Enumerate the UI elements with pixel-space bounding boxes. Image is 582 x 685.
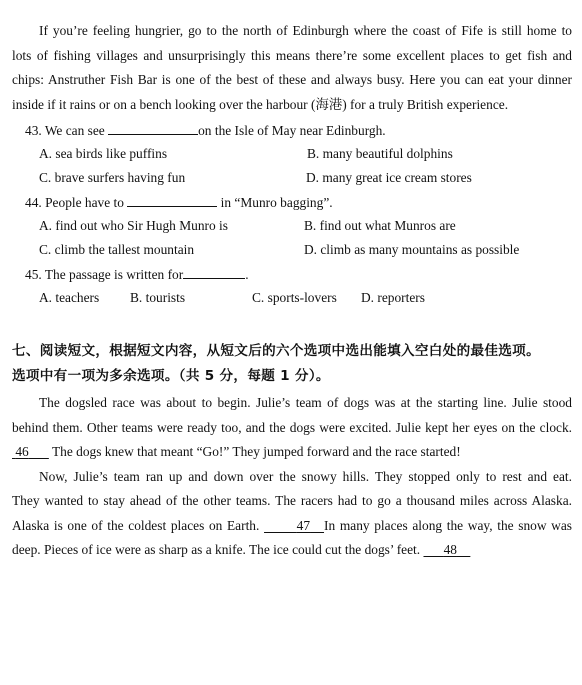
passage1-line4: inside if it rains or on a bench looking over the harbour (海港) for a truly British experience. [12, 96, 509, 112]
option-b[interactable]: B. find out what Munros are [304, 218, 456, 233]
option-d[interactable]: D. climb as many mountains as possible [304, 242, 520, 257]
option-a[interactable]: A. teachers [39, 290, 100, 305]
passage2-p2-line3-start: Alaska is one of the coldest places on Earth. [12, 517, 260, 533]
section7-heading-line1: 七、阅读短文，根据短文内容，从短文后的六个选项中选出能填入空白处的最佳选项。 [12, 343, 540, 359]
answer-blank[interactable] [127, 192, 217, 207]
passage1-line1: If you’re feeling hungrier, go to the north of Edinburgh where the coast of Fife is still home to [39, 23, 572, 38]
passage2-p2-line3 [12, 514, 572, 539]
question-stem-before: We can see [44, 123, 105, 138]
answer-blank[interactable] [183, 264, 245, 279]
question-stem-after: . [245, 267, 249, 282]
blank-47[interactable]: 47 [296, 517, 311, 533]
passage2-p1-line2: behind them. Other teams were ready too, and the dogs were excited. Julie kept her eyes on the clock. [12, 419, 572, 435]
passage2-p2-line2: They wanted to stay ahead of the other teams. The racers had to go a thousand miles across Alaska. [12, 493, 572, 508]
question-stem-before: The passage is written for [44, 267, 184, 282]
question-stem-before: People have to [45, 195, 124, 210]
option-a[interactable]: A. find out who Sir Hugh Munro is [39, 218, 228, 233]
option-c[interactable]: C. brave surfers having fun [39, 170, 186, 185]
passage1-line2: lots of fishing villages and unsurprisingly this means there’re some excellent places to get fish and [12, 47, 572, 63]
passage2-p2-line3-end: In many places along the way, the snow was [324, 517, 572, 533]
question-44 [25, 192, 333, 213]
passage2-p1-line3-text: The dogs knew that meant “Go!” They jumped forward and the race started! [51, 444, 461, 459]
question-stem-after: on the Isle of May near Edinburgh. [198, 123, 386, 138]
option-d[interactable]: D. reporters [361, 290, 425, 305]
answer-blank[interactable] [108, 120, 198, 135]
question-number: 43. [25, 123, 42, 138]
option-c[interactable]: C. sports-lovers [252, 290, 337, 305]
question-number: 45. [25, 267, 42, 282]
section7-heading-line2: 选项中有一项为多余选项。（共 5 分，每题 1 分）。 [12, 368, 330, 384]
passage2-p2-line1: Now, Julie’s team ran up and down over the snowy hills. They stopped only to rest and eat. [39, 468, 572, 484]
passage1-line3: chips: Anstruther Fish Bar is one of the best of these and always busy. Here you can eat your dinner [12, 72, 572, 87]
passage2-p1-line1: The dogsled race was about to begin. Julie’s team of dogs was at the starting line. Julie stood [39, 395, 572, 410]
blank-48[interactable]: 48 [443, 542, 457, 557]
option-d[interactable]: D. many great ice cream stores [306, 170, 472, 185]
option-a[interactable]: A. sea birds like puffins [39, 146, 168, 161]
question-43 [25, 120, 386, 141]
question-45 [25, 264, 249, 285]
question-number: 44. [25, 195, 42, 210]
blank-46[interactable]: 46 [15, 444, 29, 459]
option-c[interactable]: C. climb the tallest mountain [39, 242, 195, 257]
option-b[interactable]: B. many beautiful dolphins [307, 146, 453, 161]
passage2-p2-line4 [12, 538, 572, 563]
question-stem-after: in “Munro bagging”. [220, 195, 333, 210]
option-b[interactable]: B. tourists [130, 290, 186, 305]
passage2-p1-line3 [12, 440, 572, 465]
passage2-p2-line4-start: deep. Pieces of ice were as sharp as a knife. The ice could cut the dogs’ feet. [12, 542, 421, 557]
